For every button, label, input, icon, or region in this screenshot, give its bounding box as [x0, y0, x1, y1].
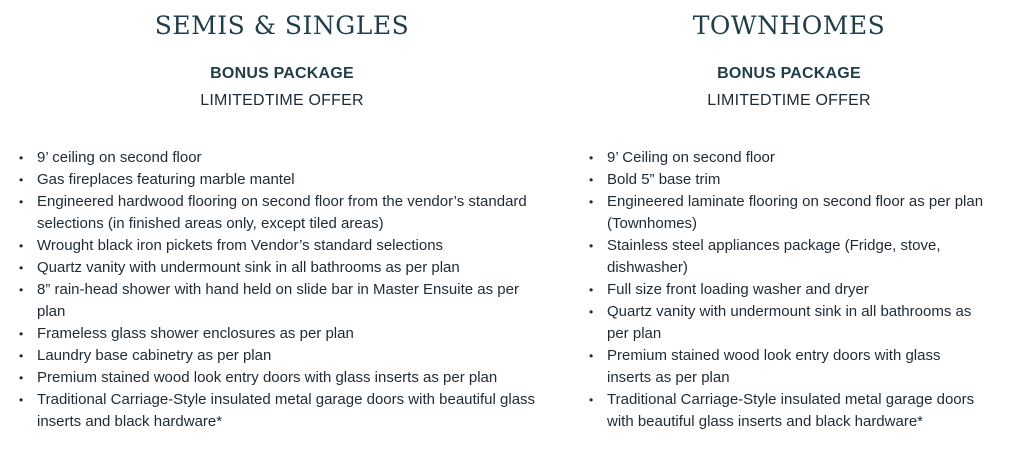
- list-item-text: Full size front loading washer and dryer: [607, 281, 869, 298]
- list-item-text: Stainless steel appliances package (Fridge, stove, dishwasher): [607, 237, 941, 276]
- bullet-icon: •: [19, 239, 24, 253]
- list-item: [588, 191, 988, 235]
- bullet-icon: •: [589, 349, 594, 363]
- bullet-icon: •: [589, 173, 594, 187]
- list-item-text: 9’ ceiling on second floor: [37, 149, 202, 166]
- list-item-text: Quartz vanity with undermount sink in all bathrooms as per plan: [607, 303, 972, 342]
- list-item-text: Engineered hardwood flooring on second floor from the vendor’s standard selections (in finished areas only, except tiled areas): [37, 193, 527, 232]
- list-item-text: Wrought black iron pickets from Vendor’s standard selections: [37, 237, 444, 254]
- bullet-icon: •: [19, 327, 24, 341]
- bullet-icon: •: [589, 305, 594, 319]
- list-item: [18, 345, 538, 367]
- bullet-icon: •: [19, 151, 24, 165]
- list-item: [18, 257, 538, 279]
- townhomes-heading: TOWNHOMES: [692, 11, 886, 40]
- list-item-text: 8” rain-head shower with hand held on slide bar in Master Ensuite as per plan: [37, 281, 519, 320]
- bullet-icon: •: [19, 261, 24, 275]
- list-item: [18, 235, 538, 257]
- list-item: [18, 389, 538, 433]
- bullet-icon: •: [19, 393, 24, 407]
- townhomes-limited-time-offer-label: LIMITEDTIME OFFER: [707, 92, 871, 109]
- semis-bonus-package-label: BONUS PACKAGE: [210, 65, 354, 82]
- list-item-text: Bold 5” base trim: [607, 171, 721, 188]
- list-item-text: Laundry base cabinetry as per plan: [37, 347, 272, 364]
- list-item-text: Traditional Carriage-Style insulated metal garage doors with beautiful glass inserts and black hardware*: [607, 391, 975, 430]
- list-item: [588, 235, 988, 279]
- townhomes-feature-list: [588, 147, 988, 433]
- list-item: [588, 301, 988, 345]
- bullet-icon: •: [19, 371, 24, 385]
- list-item: [588, 279, 988, 301]
- semis-singles-column: [18, 0, 558, 464]
- list-item-text: Gas fireplaces featuring marble mantel: [37, 171, 295, 188]
- bullet-icon: •: [19, 173, 24, 187]
- list-item: [18, 367, 538, 389]
- list-item: [588, 147, 988, 169]
- list-item: [588, 345, 988, 389]
- bullet-icon: •: [19, 283, 24, 297]
- bullet-icon: •: [589, 151, 594, 165]
- list-item: [588, 169, 988, 191]
- list-item-text: 9’ Ceiling on second floor: [607, 149, 775, 166]
- bullet-icon: •: [589, 283, 594, 297]
- list-item-text: Engineered laminate flooring on second floor as per plan (Townhomes): [607, 193, 984, 232]
- list-item: [588, 389, 988, 433]
- townhomes-bonus-package-label: BONUS PACKAGE: [717, 65, 861, 82]
- semis-limited-time-offer-label: LIMITEDTIME OFFER: [200, 92, 364, 109]
- townhomes-column: [588, 0, 1016, 464]
- semis-singles-heading: SEMIS & SINGLES: [154, 11, 410, 40]
- list-item-text: Traditional Carriage-Style insulated metal garage doors with beautiful glass inserts and black hardware*: [37, 391, 536, 430]
- bullet-icon: •: [589, 239, 594, 253]
- bullet-icon: •: [19, 195, 24, 209]
- list-item-text: Premium stained wood look entry doors with glass inserts as per plan: [37, 369, 498, 386]
- list-item: [18, 147, 538, 169]
- semis-feature-list: [18, 147, 538, 433]
- list-item-text: Premium stained wood look entry doors with glass inserts as per plan: [607, 347, 941, 386]
- list-item-text: Frameless glass shower enclosures as per plan: [37, 325, 354, 342]
- list-item: [18, 323, 538, 345]
- bullet-icon: •: [19, 349, 24, 363]
- list-item: [18, 279, 538, 323]
- bullet-icon: •: [589, 393, 594, 407]
- bullet-icon: •: [589, 195, 594, 209]
- list-item-text: Quartz vanity with undermount sink in all bathrooms as per plan: [37, 259, 460, 276]
- list-item: [18, 169, 538, 191]
- list-item: [18, 191, 538, 235]
